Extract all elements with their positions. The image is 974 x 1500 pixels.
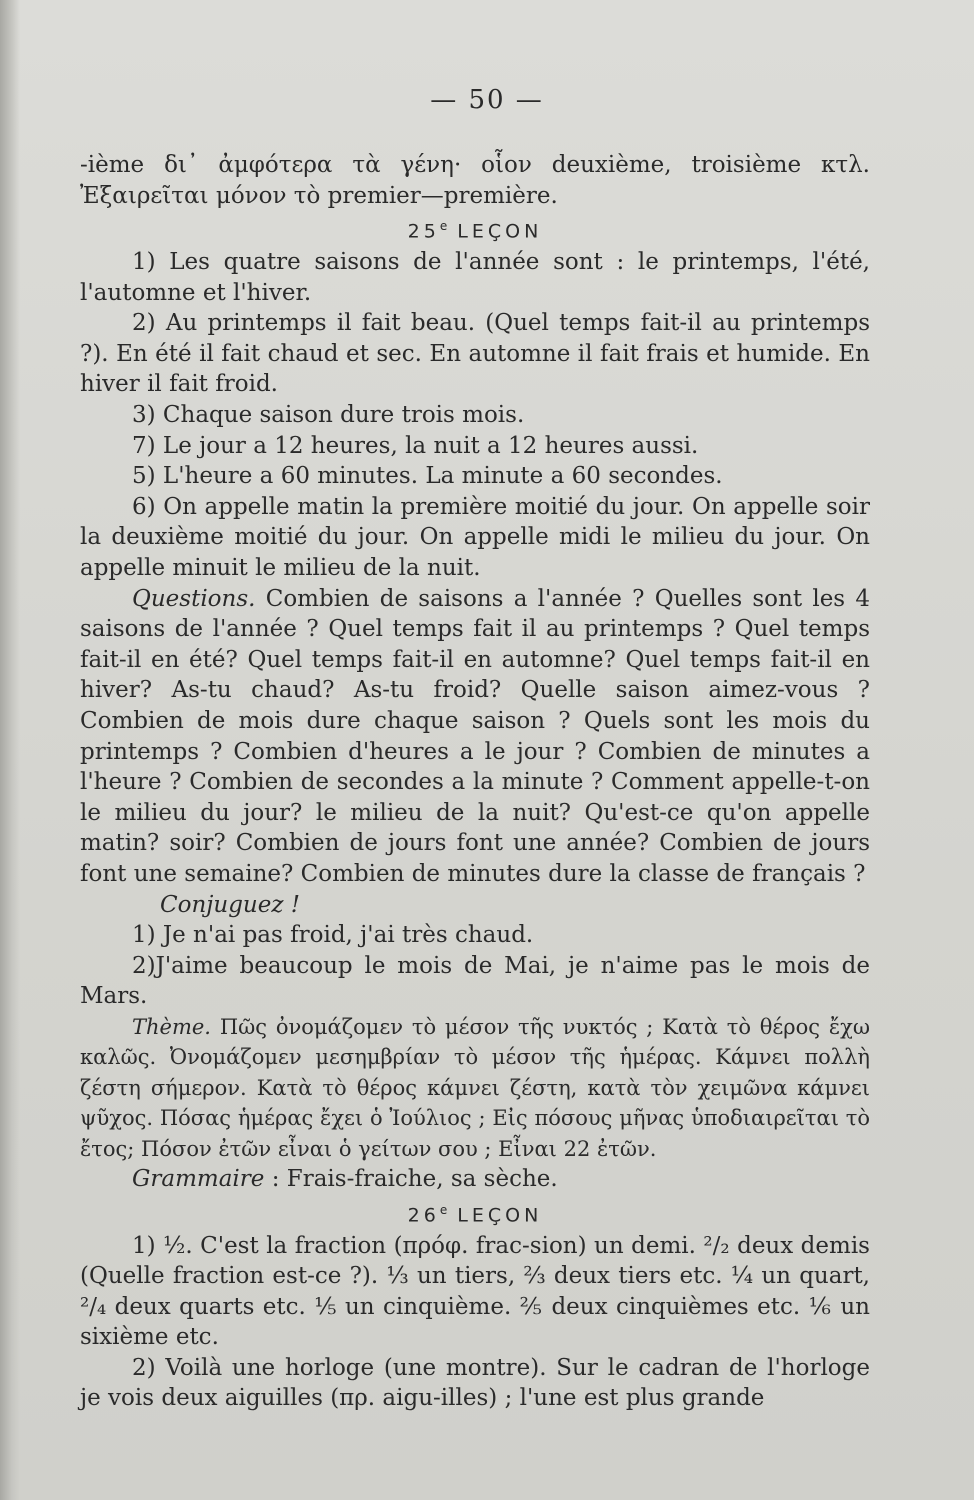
lesson-25-heading xyxy=(80,211,870,247)
lesson-26-heading xyxy=(80,1195,870,1231)
page-body xyxy=(80,150,870,1414)
lesson-25-item-6: 6) On appelle matin la première moitié du jour. On appelle soir la deuxième moitié du jour. On appelle midi le milieu du jour. On appelle minuit le milieu de la nuit. xyxy=(80,493,870,582)
questions-label: Questions. xyxy=(132,585,256,612)
lesson-25-item-2: 2) Au printemps il fait beau. (Quel temps fait-il au printemps ?). En été il fait chaud et sec. En automne il fait frais et humide. En hiver il fait froid. xyxy=(80,310,870,398)
grammar-note: -ième δι᾽ ἀμφότερα τὰ γένη· οἷον deuxième, troisième κτλ. Ἐξαιρεῖται μόνον τὸ premier—première. xyxy=(80,152,870,209)
lesson-25-item-5: 5) L'heure a 60 minutes. La minute a 60 secondes. xyxy=(132,463,723,490)
theme-label: Thème. xyxy=(132,1014,211,1039)
questions-paragraph xyxy=(80,584,870,890)
grammaire-text: : Frais-fraiche, sa sèche. xyxy=(271,1165,558,1192)
lesson-25-number: 25 xyxy=(407,220,440,243)
theme-text: Πῶς ὀνομάζομεν τὸ μέσον τῆς νυκτός ; Κατὰ τὸ θέρος ἔχω καλῶς. Ὀνομάζομεν μεσημβρίαν τὸ μέσον τῆς ἡμέρας. Κάμνει πολλὴ ζέστη σήμερον. Κατὰ τὸ θέρος κάμνει ζέστη, κατὰ τὸν χειμῶνα κάμνει ψῦχος. Πόσας ἡμέρας ἔχει ὁ Ἰούλιος ; Εἰς πόσους μῆνας ὑποδιαιρεῖται τὸ ἔτος; Πόσον ἐτῶν εἶναι ὁ γείτων σου ; Εἶναι 22 ἐτῶν. xyxy=(80,1014,870,1161)
page-binding-shadow xyxy=(0,0,20,1500)
lesson-25-item-1: 1) Les quatre saisons de l'année sont : le printemps, l'été, l'automne et l'hiver. xyxy=(80,249,870,306)
conjuguez-label: Conjuguez ! xyxy=(160,891,301,918)
lesson-26-item-1: 1) ½. C'est la fraction (πρόφ. frac-sion) un demi. ²/₂ deux demis (Quelle fraction est-ce ?). ⅓ un tiers, ⅔ deux tiers etc. ¼ un quart, ²/₄ deux quarts etc. ⅕ un cinquième. ⅖ deux cinquièmes etc. ⅙ un sixième etc. xyxy=(80,1232,870,1351)
lesson-25-item-3: 3) Chaque saison dure trois mois. xyxy=(132,402,525,429)
lesson-26-item-2: 2) Voilà une horloge (une montre). Sur le cadran de l'horloge je vois deux aiguilles (πρ. aigu-illes) ; l'une est plus grande xyxy=(80,1354,870,1412)
conjugation-1: 1) Je n'ai pas froid, j'ai très chaud. xyxy=(132,922,534,949)
lesson-26-number: 26 xyxy=(407,1203,440,1226)
lesson-25-ordinal: e xyxy=(439,219,448,234)
theme-paragraph xyxy=(80,1012,870,1164)
grammaire-label: Grammaire xyxy=(132,1165,265,1192)
lesson-26-word: LEÇON xyxy=(457,1203,543,1226)
grammaire-paragraph xyxy=(80,1164,870,1195)
page-number: — 50 — xyxy=(430,85,544,115)
lesson-26-ordinal: e xyxy=(439,1202,448,1217)
lesson-25-item-4: 7) Le jour a 12 heures, la nuit a 12 heures aussi. xyxy=(132,432,699,459)
lesson-25-word: LEÇON xyxy=(457,220,543,243)
conjugation-2: 2)J'aime beaucoup le mois de Mai, je n'aime pas le mois de Mars. xyxy=(80,952,870,1010)
questions-text: Combien de saisons a l'année ? Quelles sont les 4 saisons de l'année ? Quel temps fait il au printemps ? Quel temps fait-il en été? Quel temps fait-il en automne? Quel temps fait-il en hiver? As-tu chaud? As-tu froid? Quelle saison aimez-vous ? Combien de mois dure chaque saison ? Quels sont les mois du printemps ? Combien d'heures a le jour ? Combien de minutes a l'heure ? Combien de secondes a la minute ? Comment appelle-t-on le milieu du jour? le milieu de la nuit? Qu'est-ce qu'on appelle matin? soir? Combien de jours font une année? Combien de jours font une semaine? Combien de minutes dure la classe de français ? xyxy=(80,585,870,887)
